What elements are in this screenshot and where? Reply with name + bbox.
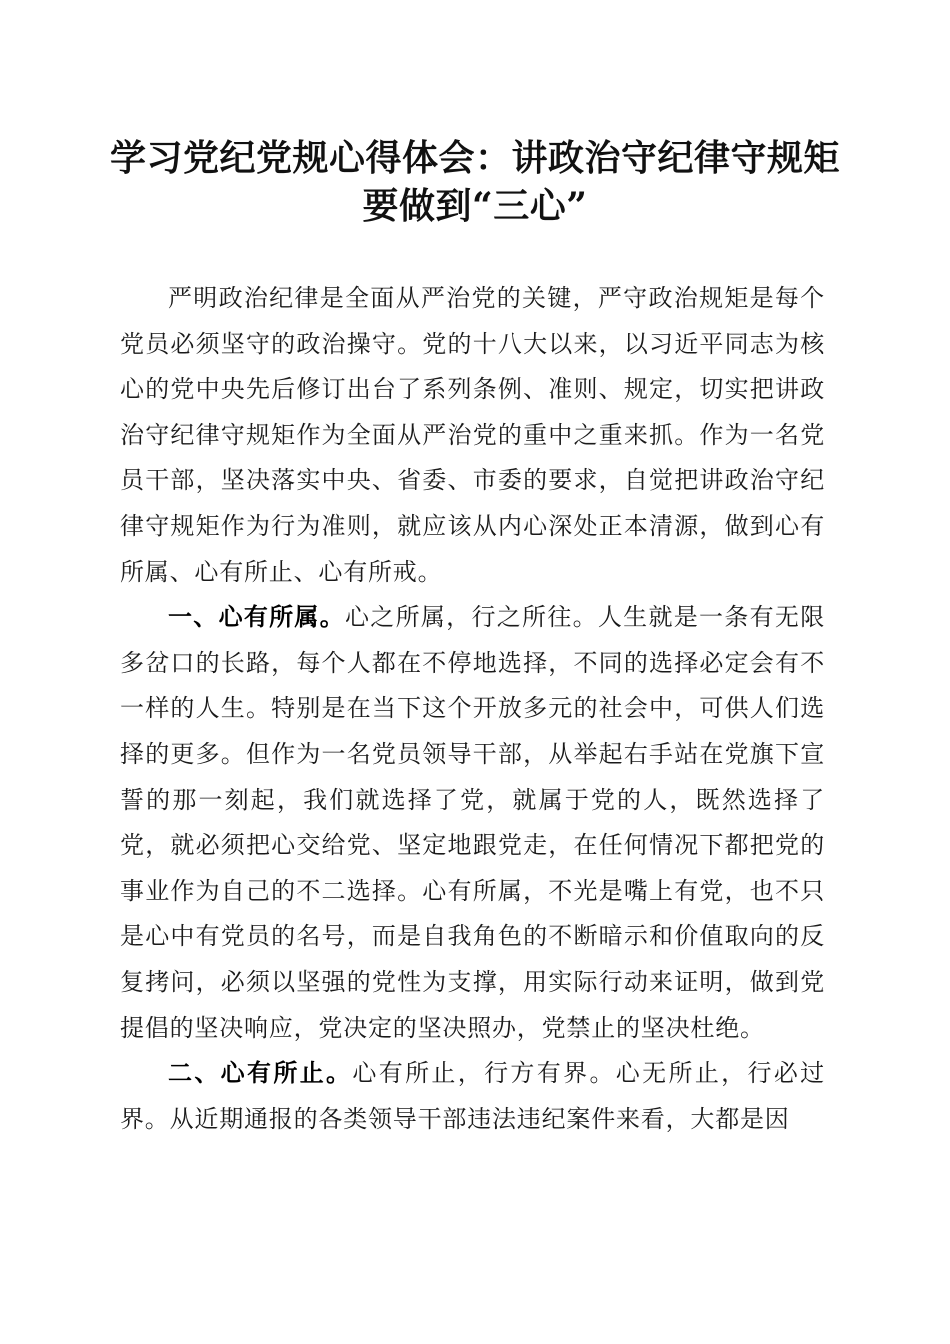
- paragraph-intro: [120, 276, 825, 595]
- paragraph-text: 心之所属，行之所往。人生就是一条有无限多岔口的长路，每个人都在不停地选择，不同的选择必定会有不一样的人生。特别是在当下这个开放多元的社会中，可供人们选择的更多。但作为一名党员领导干部，从举起右手站在党旗下宣誓的那一刻起，我们就选择了党，就属于党的人，既然选择了党，就必须把心交给党、坚定地跟党走，在任何情况下都把党的事业作为自己的不二选择。心有所属，不光是嘴上有党，也不只是心中有党员的名号，而是自我角色的不断暗示和价值取向的反复拷问，必须以坚强的党性为支撑，用实际行动来证明，做到党提倡的坚决响应，党决定的坚决照办，党禁止的坚决杜绝。: [120, 603, 825, 1042]
- document-title: [100, 134, 850, 230]
- section-heading: 一、心有所属。: [168, 603, 346, 632]
- paragraph-section-2: [120, 1051, 825, 1142]
- title-line-1: 学习党纪党规心得体会：讲政治守纪律守规矩: [109, 137, 840, 179]
- title-line-2: 要做到“三心”: [362, 185, 588, 227]
- section-heading: 二、心有所止。: [168, 1059, 353, 1088]
- paragraph-section-1: [120, 595, 825, 1051]
- paragraph-text: 严明政治纪律是全面从严治党的关键，严守政治规矩是每个党员必须坚守的政治操守。党的十八大以来，以习近平同志为核心的党中央先后修订出台了系列条例、准则、规定，切实把讲政治守纪律守规矩作为全面从严治党的重中之重来抓。作为一名党员干部，坚决落实中央、省委、市委的要求，自觉把讲政治守纪律守规矩作为行为准则，就应该从内心深处正本清源，做到心有所属、心有所止、心有所戒。: [120, 284, 825, 586]
- document-body: [120, 276, 825, 1142]
- paragraph-text: 心有所止，行方有界。心无所止，行必过界。从近期通报的各类领导干部违法违纪案件来看，大都是因: [120, 1059, 825, 1133]
